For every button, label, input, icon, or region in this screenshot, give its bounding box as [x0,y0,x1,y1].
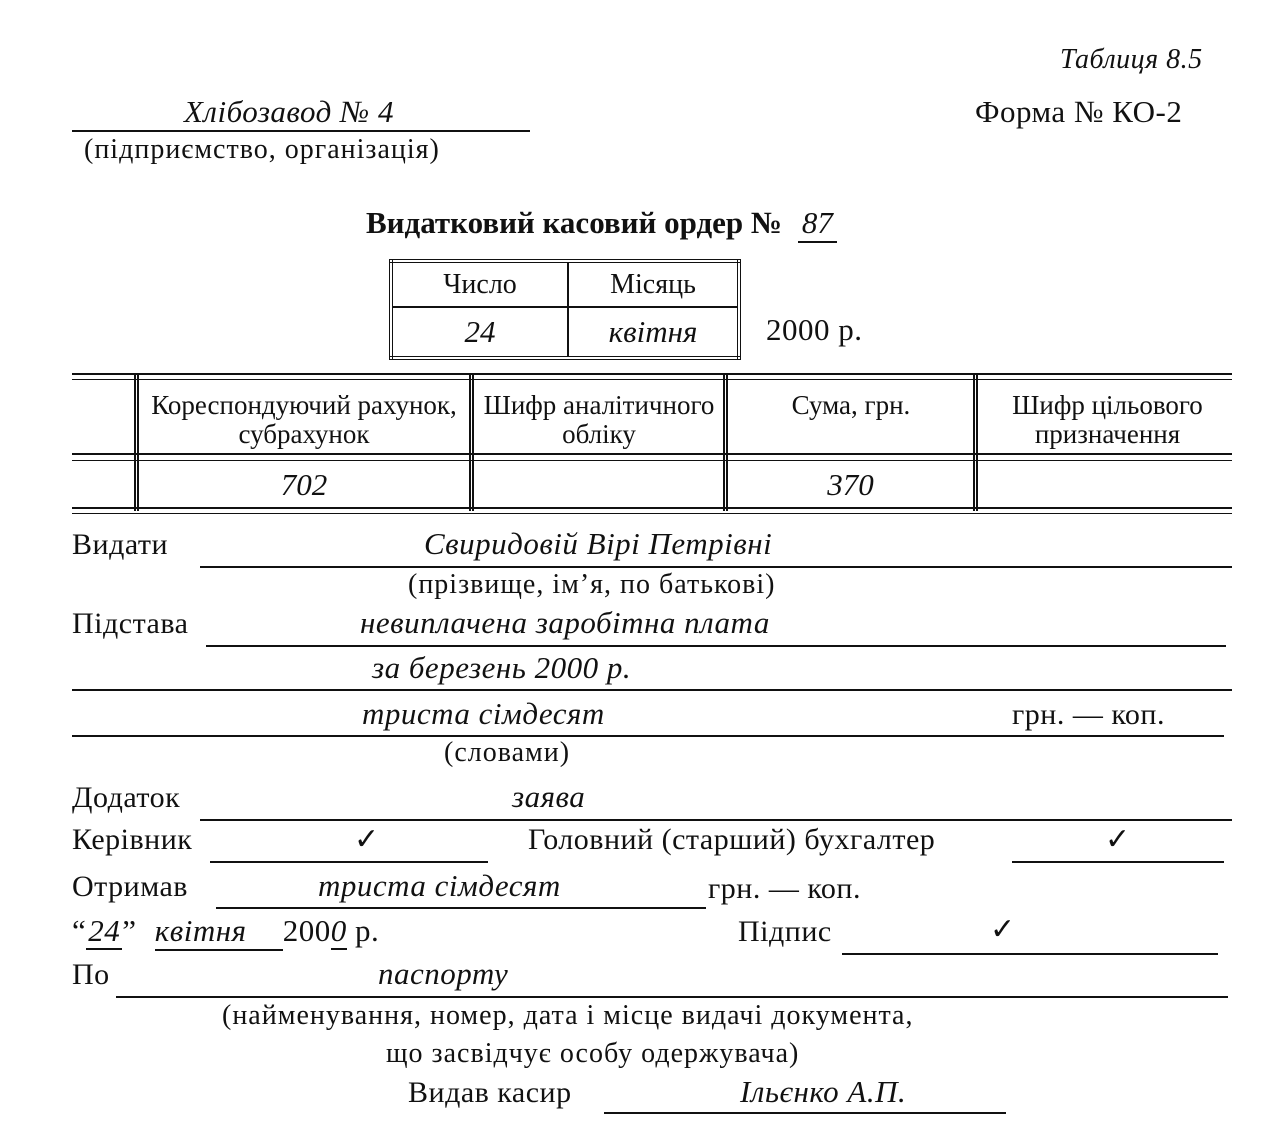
date-table [389,259,741,360]
accounts-table [72,373,1232,511]
cashier-name: Ільєнко А.П. [740,1074,907,1109]
date-year-last: 0 [330,913,347,948]
cashier-underline [604,1112,1006,1114]
by-document: паспорту [378,956,509,991]
issue-label: Видати [72,528,169,561]
basis-underline-2 [72,689,1232,691]
year-value: 2000 р. [766,312,863,347]
amount-units: грн. — коп. [1012,698,1165,731]
form-code: Форма № КО-2 [975,94,1183,129]
basis-label: Підстава [72,607,189,640]
amount-words: триста сімдесят [362,696,605,731]
manager-underline [210,861,488,863]
received-label: Отримав [72,870,188,903]
received-units: грн. — коп. [708,872,861,905]
document-caption-1: (найменування, номер, дата і місце видачі документа, [222,1000,914,1031]
issue-underline [200,566,1232,568]
date-year-suffix: р. [355,913,380,948]
chief-accountant-underline [1012,861,1224,863]
attachment-value: заява [512,779,586,814]
cashier-label: Видав касир [408,1076,572,1109]
by-underline [116,996,1228,998]
chief-accountant-label: Головний (старший) бухгалтер [528,823,936,856]
amount-underline [72,735,1224,737]
received-amount: триста сімдесят [318,868,561,903]
month-value: квітня [568,307,739,358]
date-day: 24 [88,913,121,948]
day-value: 24 [391,307,568,358]
date-year-prefix: 200 [282,913,331,948]
document-caption-2: що засвідчує особу одержувача) [386,1038,800,1069]
received-underline [216,907,706,909]
signature-check-icon: ✓ [990,913,1016,946]
header-account: Кореспондуючий рахунок, субрахунок [151,390,457,449]
issue-to: Свиридовій Вірі Петрівні [424,526,773,561]
account-value: 702 [280,467,328,502]
header-sum: Сума, грн. [791,390,911,420]
title-prefix: Видатковий касовий ордер № [366,205,783,240]
month-header: Місяць [568,261,739,307]
basis-underline-1 [206,645,1226,647]
table-label: Таблиця 8.5 [1060,44,1203,75]
attachment-underline [200,819,1232,821]
header-target: Шифр цільового призначення [1012,390,1203,449]
order-number: 87 [798,205,837,243]
manager-label: Керівник [72,823,193,856]
date-open-quote: “ [72,913,87,948]
manager-check-icon: ✓ [354,823,380,856]
sum-value: 370 [827,467,874,502]
enterprise-caption: (підприємство, організація) [84,134,440,165]
by-label: По [72,958,110,991]
date-month: квітня [155,913,283,951]
receipt-date [72,913,379,951]
date-close-quote: ” [122,913,137,948]
header-analytic: Шифр аналітичного обліку [483,390,715,449]
chief-accountant-check-icon: ✓ [1105,823,1131,856]
basis-line-2: за березень 2000 р. [372,650,632,685]
signature-underline [842,953,1218,955]
enterprise-underline [72,130,530,132]
issue-caption: (прізвище, ім’я, по батькові) [408,569,776,600]
words-caption: (словами) [444,737,571,768]
attachment-label: Додаток [72,781,181,814]
enterprise-name: Хлібозавод № 4 [184,94,394,129]
signature-label: Підпис [738,915,832,948]
page-title [366,205,837,243]
day-header: Число [391,261,568,307]
basis-line-1: невиплачена заробітна плата [360,605,770,640]
